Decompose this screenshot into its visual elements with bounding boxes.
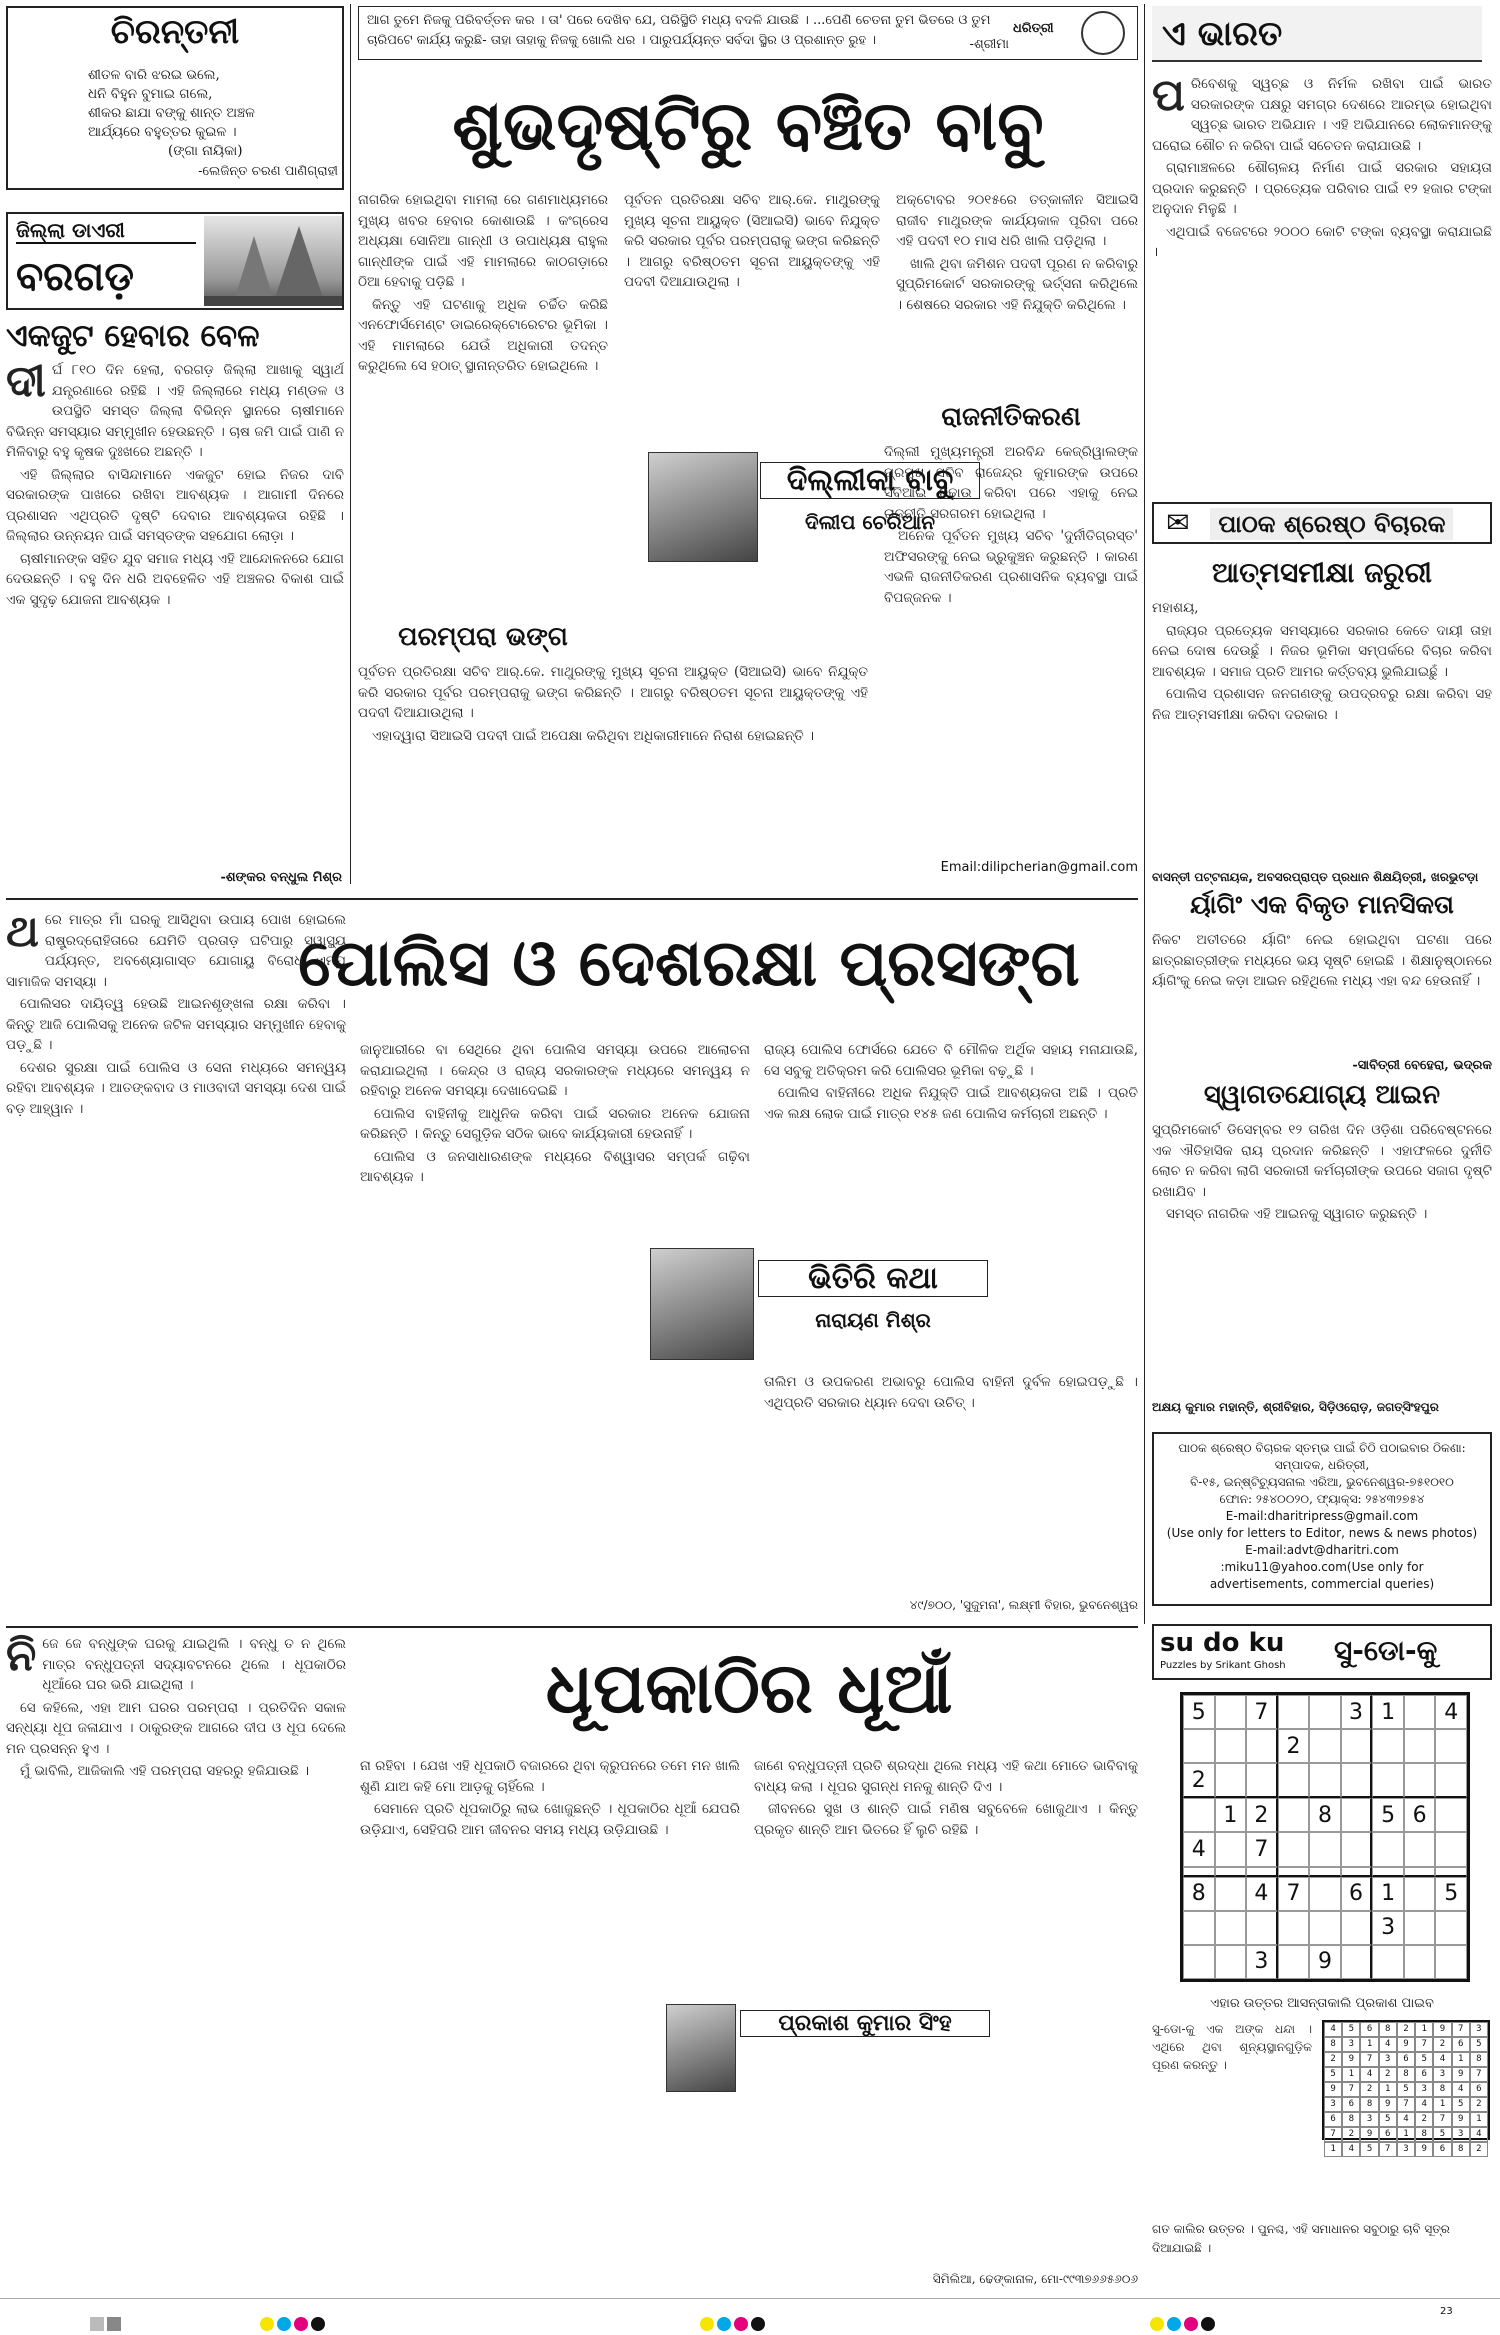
sudoku-cell bbox=[1435, 1867, 1467, 1877]
email-letters[interactable]: E-mail:dharitripress@gmail.com bbox=[1225, 1509, 1419, 1523]
sudoku-cell bbox=[1183, 1729, 1215, 1763]
sudoku-cell bbox=[1215, 1945, 1247, 1979]
sudoku-cell bbox=[1246, 1867, 1278, 1877]
author-photo-prakash bbox=[666, 2004, 736, 2092]
solution-cell: 5 bbox=[1397, 2082, 1415, 2097]
sudoku-cell bbox=[1435, 1798, 1467, 1832]
email-advt[interactable]: E-mail:advt@dharitri.com bbox=[1245, 1543, 1399, 1557]
article3-col2: ନା ରହିବା । ଯେଖ ଏହି ଧୂପକାଠି ବଜାରରେ ଥିବା କ୍ରୁପନରେ ତମେ ମନ ଖାଲି ଶୁଣି ଯାଅ କହି ମୋ ଆଡ଼କୁ ଚାହିଁଲେ । ସେମାନେ ପ୍ରତି ଧୂପକାଠିରୁ ଲାଭ ଖୋଜୁଛନ୍ତି । ଧୂପକାଠିର ଧୂଆଁ ଯେପରି ଉଡ଼ିଯାଏ, ସେହିପରି ଆମ ଜୀବନର ସମୟ ମଧ୍ୟ ଉଡ଼ିଯାଉଛି । bbox=[360, 1758, 740, 1838]
ebharat-drop-cap: ପ bbox=[1152, 74, 1185, 121]
solution-cell: 9 bbox=[1379, 2097, 1397, 2112]
solution-cell: 3 bbox=[1470, 2022, 1488, 2037]
solution-cell: 1 bbox=[1397, 2127, 1415, 2142]
article3-headline: ଧୂପକାଠିର ଧୂଆଁ bbox=[545, 1647, 953, 1729]
solution-cell: 2 bbox=[1360, 2082, 1378, 2097]
solution-cell: 2 bbox=[1397, 2022, 1415, 2037]
letter2-title: ର୍ୟାଗିଂ ଏକ ବିକୃତ ମାନସିକତା bbox=[1190, 890, 1454, 919]
solution-cell: 7 bbox=[1342, 2082, 1360, 2097]
sudoku-cell: 1 bbox=[1372, 1877, 1404, 1911]
solution-cell: 8 bbox=[1397, 2067, 1415, 2082]
sudoku-cell bbox=[1278, 1798, 1310, 1832]
ebharat-logo: ଏ ଭାରତ bbox=[1152, 6, 1482, 62]
envelope-icon: ✉ bbox=[1166, 506, 1190, 539]
letter2-author: -ସାବିତ୍ରୀ ବେହେରା, ଭଦ୍ରକ bbox=[1352, 1058, 1492, 1073]
solution-cell: 5 bbox=[1452, 2097, 1470, 2112]
sudoku-cell: 8 bbox=[1309, 1798, 1341, 1832]
sudoku-cell bbox=[1309, 1695, 1341, 1729]
sudoku-cell bbox=[1404, 1911, 1436, 1945]
sudoku-cell bbox=[1309, 1832, 1341, 1866]
sudoku-cell: 5 bbox=[1372, 1798, 1404, 1832]
sudoku-cell bbox=[1183, 1945, 1215, 1979]
sudoku-cell bbox=[1372, 1945, 1404, 1979]
sudoku-cell: 1 bbox=[1372, 1695, 1404, 1729]
solution-cell: 7 bbox=[1397, 2097, 1415, 2112]
sudoku-cell bbox=[1278, 1945, 1310, 1979]
sudoku-cell: 6 bbox=[1404, 1798, 1436, 1832]
solution-cell: 4 bbox=[1470, 2127, 1488, 2142]
sudoku-cell: 2 bbox=[1246, 1798, 1278, 1832]
color-registration-left bbox=[260, 2317, 325, 2331]
chirantani-author: -ଲେଜିନ୍ତ ଚରଣ ପାଣିଗ୍ରାହୀ bbox=[198, 164, 338, 179]
quote-text: ଆଗ ତୁମେ ନିଜକୁ ପରିବର୍ତ୍ତନ କର । ତା' ପରେ ଦେଖିବ ଯେ, ପରିସ୍ଥିତି ମଧ୍ୟ ବଦଳି ଯାଉଛି । ...ପେଣି ଚେତନା ତୁମ ଭିତରେ ଓ ତୁମ ଚାରିପଟେ କାର୍ଯ୍ୟ କରୁଛି- ତାହା ତାହାକୁ ନିଜକୁ ଖୋଲି ଧର । ପାରୁପର୍ଯ୍ୟନ୍ତ ସର୍ବଦା ସ୍ଥିର ଓ ପ୍ରଶାନ୍ତ ରୁହ । bbox=[367, 13, 991, 48]
sudoku-cell bbox=[1278, 1911, 1310, 1945]
district-photo bbox=[204, 216, 342, 306]
sudoku-cell bbox=[1309, 1911, 1341, 1945]
sudoku-cell bbox=[1215, 1832, 1247, 1866]
sudoku-cell bbox=[1341, 1867, 1373, 1877]
solution-cell: 9 bbox=[1452, 2112, 1470, 2127]
solution-cell: 6 bbox=[1452, 2037, 1470, 2052]
print-marks-left bbox=[90, 2317, 121, 2331]
sudoku-cell: 7 bbox=[1278, 1877, 1310, 1911]
sudoku-cell: 3 bbox=[1341, 1695, 1373, 1729]
solution-cell: 7 bbox=[1470, 2067, 1488, 2082]
solution-cell: 7 bbox=[1379, 2142, 1397, 2157]
solution-cell: 5 bbox=[1470, 2037, 1488, 2052]
sudoku-cell: 3 bbox=[1372, 1911, 1404, 1945]
district-diary-box bbox=[6, 212, 344, 310]
solution-cell: 8 bbox=[1415, 2127, 1433, 2142]
column-name-prakash: ପ୍ରକାଶ କୁମାର ସିଂହ bbox=[740, 2010, 990, 2037]
sudoku-cell bbox=[1341, 1798, 1373, 1832]
emblem-icon bbox=[1081, 11, 1125, 55]
sudoku-cell: 8 bbox=[1183, 1877, 1215, 1911]
sudoku-cell bbox=[1246, 1763, 1278, 1798]
solution-cell: 7 bbox=[1415, 2037, 1433, 2052]
article3-col3: ଜାଣେ ବନ୍ଧୁପତ୍ନୀ ପ୍ରତି ଶ୍ରଦ୍ଧା ଥିଲେ ମଧ୍ୟ ଏହି କଥା ମୋତେ ଭାବିବାକୁ ବାଧ୍ୟ କଲା । ଧୂପର ସୁଗନ୍ଧ ମନକୁ ଶାନ୍ତି ଦିଏ । ଜୀବନରେ ସୁଖ ଓ ଶାନ୍ତି ପାଇଁ ମଣିଷ ସବୁବେଳେ ଖୋଜୁଥାଏ । କିନ୍ତୁ ପ୍ରକୃତ ଶାନ୍ତି ଆମ ଭିତରେ ହିଁ ଲୁଚି ରହିଛି । bbox=[754, 1758, 1138, 1838]
solution-cell: 6 bbox=[1379, 2127, 1397, 2142]
sudoku-cell: 1 bbox=[1215, 1798, 1247, 1832]
letter3-author: ଅକ୍ଷୟ କୁମାର ମହାନ୍ତି, ଶ୍ରୀବିହାର, ସିଡ଼ିଓରୋଡ଼, ଜଗତ୍ସିଂହପୁର bbox=[1152, 1400, 1439, 1414]
solution-cell: 6 bbox=[1470, 2082, 1488, 2097]
sudoku-cell: 5 bbox=[1435, 1877, 1467, 1911]
sudoku-cell bbox=[1309, 1877, 1341, 1911]
article2-headline: ପୋଲିସ ଓ ଦେଶରକ୍ଷା ପ୍ରସଙ୍ଗ bbox=[298, 927, 1080, 1001]
solution-cell: 7 bbox=[1360, 2052, 1378, 2067]
solution-cell: 3 bbox=[1360, 2112, 1378, 2127]
article2-col2: ଜାନୁଆରୀରେ ବା ସେଥିରେ ଥିବା ପୋଲିସ ସମସ୍ୟା ଉପରେ ଆଲୋଚନା କରାଯାଇଥିଲା । କେନ୍ଦ୍ର ଓ ରାଜ୍ୟ ସରକାରଙ୍କ ମଧ୍ୟରେ ସମନ୍ୱୟ ନ ରହିବାରୁ ଅନେକ ସମସ୍ୟା ଦେଖାଦେଇଛି । ପୋଲିସ ବାହିନୀକୁ ଆଧୁନିକ କରିବା ପାଇଁ ସରକାର ଅନେକ ଯୋଜନା କରିଛନ୍ତି । କିନ୍ତୁ ସେଗୁଡ଼ିକ ସଠିକ ଭାବେ କାର୍ଯ୍ୟକାରୀ ହେଉନାହିଁ । ପୋଲିସ ଓ ଜନସାଧାରଣଙ୍କ ମଧ୍ୟରେ ବିଶ୍ୱାସର ସମ୍ପର୍କ ଗଢ଼ିବା ଆବଶ୍ୟକ । bbox=[360, 1042, 750, 1185]
solution-cell: 4 bbox=[1415, 2097, 1433, 2112]
divider-bottom bbox=[0, 2298, 1500, 2299]
article1-col1: ନାଗରିକ ହୋଇଥିବା ମାମଲା ରେ ଗଣମାଧ୍ୟମରେ ମୁଖ୍ୟ ଖବର ହେବାର କୋଶାଉଛି । କଂଗ୍ରେସ ଅଧ୍ୟକ୍ଷା ସୋନିଆ ଗାନ୍ଧୀ ଓ ଉପାଧ୍ୟକ୍ଷ ରାହୁଲ ଗାନ୍ଧୀଙ୍କ ପାଇଁ ଏହି ମାମଲାରେ କାଠଗଡ଼ାରେ ଠିଆ ହେବାକୁ ପଡ଼ିଛି । କିନ୍ତୁ ଏହି ଘଟଣାକୁ ଅଧିକ ଚର୍ଚ୍ଚିତ କରିଛି ଏନଫୋର୍ସମେଣ୍ଟ ଡାଇରେକ୍ଟୋରେଟର ଭୂମିକା । ଏହି ମାମଲାରେ ଯେଉଁ ଅଧିକାରୀ ତଦନ୍ତ କରୁଥିଲେ ସେ ହଠାତ୍ ସ୍ଥାନାନ୍ତରିତ ହୋଇଥିଲେ । bbox=[358, 192, 608, 374]
letters-banner bbox=[1152, 502, 1492, 544]
article2-col1: ଥ ରେ ମାତ୍ର ମାଁ ଘରକୁ ଆସିଥିବା ଉପାୟ ପୋଖ ହୋଇଲେ ରାଷ୍ଟ୍ରଦ୍ରୋହିତାରେ ଯେମିତି ପ୍ରତାଡ଼ ଘଟିପାରୁ ସ୍ୱାସ୍ଥ୍ୟ ପର୍ଯ୍ୟନ୍ତ, ଅବଶ୍ୟୋଗାସ୍ତ ଯୋଗାୟୁ ବିରୋଧ ଏମ୍ପ ସାମାଜିକ ସମସ୍ୟା । ପୋଲିସର ଦାୟିତ୍ୱ ହେଉଛି ଆଇନଶୃଙ୍ଖଳା ରକ୍ଷା କରିବା । କିନ୍ତୁ ଆଜି ପୋଲିସକୁ ଅନେକ ଜଟିଳ ସମସ୍ୟାର ସମ୍ମୁଖୀନ ହେବାକୁ ପଡ଼ୁଛି । ଦେଶର ସୁରକ୍ଷା ପାଇଁ ପୋଲିସ ଓ ସେନା ମଧ୍ୟରେ ସମନ୍ୱୟ ରହିବା ଆବଶ୍ୟକ । ଆତଙ୍କବାଦ ଓ ମାଓବାଦୀ ସମସ୍ୟା ଦେଶ ପାଇଁ ବଡ଼ ଆହ୍ୱାନ । bbox=[6, 910, 346, 1117]
solution-cell: 6 bbox=[1415, 2067, 1433, 2082]
sudoku-cell bbox=[1215, 1695, 1247, 1729]
quote-author: -ଶ୍ରୀମା bbox=[969, 37, 1009, 52]
solution-cell: 9 bbox=[1342, 2052, 1360, 2067]
district-name: ବରଗଡ଼ bbox=[16, 254, 134, 300]
sudoku-cell: 6 bbox=[1341, 1877, 1373, 1911]
letter1-body: ମହାଶୟ, ରାଜ୍ୟର ପ୍ରତ୍ୟେକ ସମସ୍ୟାରେ ସରକାର କେତେ ଦାୟୀ ତାହା ନେଇ ଦୋଷ ଦେଉଛୁଁ । ନିଜର ଭୂମିକା ସମ୍ପର୍କରେ ବିଚାର କରିବା ଆବଶ୍ୟକ । ସମାଜ ପ୍ରତି ଆମର କର୍ତ୍ତବ୍ୟ ଭୁଲିଯାଇଛୁଁ । ପୋଲିସ ପ୍ରଶାସନ ଜନଗଣଙ୍କୁ ଉପଦ୍ରବରୁ ରକ୍ଷା କରିବା ସହ ନିଜ ଆତ୍ମସମୀକ୍ଷା କରିବା ଦରକାର । bbox=[1152, 600, 1492, 723]
sudoku-cell bbox=[1341, 1945, 1373, 1979]
sudoku-cell bbox=[1435, 1945, 1467, 1979]
sudoku-cell bbox=[1372, 1832, 1404, 1866]
solution-cell: 4 bbox=[1360, 2067, 1378, 2082]
sudoku-cell: 2 bbox=[1183, 1763, 1215, 1798]
sudoku-cell bbox=[1183, 1798, 1215, 1832]
solution-cell: 5 bbox=[1415, 2052, 1433, 2067]
solution-cell: 3 bbox=[1433, 2067, 1451, 2082]
sudoku-cell bbox=[1341, 1763, 1373, 1798]
letters-banner-label: ପାଠକ ଶ୍ରେଷ୍ଠ ବିଚାରକ bbox=[1210, 508, 1453, 540]
author-photo-dilip bbox=[648, 452, 758, 562]
sudoku-cell: 4 bbox=[1435, 1695, 1467, 1729]
sudoku-title-en: su do ku bbox=[1160, 1628, 1285, 1658]
district-label: ଜିଲ୍ଲା ଡାଏରୀ bbox=[16, 218, 196, 244]
solution-cell: 8 bbox=[1470, 2052, 1488, 2067]
district-headline: ଏକଜୁଟ ହେବାର ବେଳ bbox=[6, 318, 260, 354]
article3-address: ସିମିଲିଆ, ଢେଙ୍କାନାଳ, ମୋ-୯୯୩୭୬୬୫୬୦୬ bbox=[932, 2272, 1138, 2286]
article1-col3: ଅକ୍ଟୋବର ୨୦୧୫ରେ ତତ୍କାଳୀନ ସିଆଇସି ରାଜୀବ ମାଥୁରଙ୍କ କାର୍ଯ୍ୟକାଳ ପୂରିବା ପରେ ଏହି ପଦବୀ ୧୦ ମାସ ଧରି ଖାଲି ପଡ଼ିଥିଲା । ଖାଲି ଥିବା ଜମିଶନ ପଦବୀ ପୂରଣ ନ କରିବାରୁ ସୁପ୍ରିମକୋର୍ଟ ସରକାରଙ୍କୁ ଭର୍ତ୍ସନା କରିଥିଲେ । ଶେଷରେ ସରକାର ଏହି ନିଯୁକ୍ତି କରିଥିଲେ । bbox=[896, 192, 1138, 313]
sudoku-cell bbox=[1435, 1832, 1467, 1866]
solution-cell: 8 bbox=[1342, 2112, 1360, 2127]
sudoku-cell bbox=[1309, 1763, 1341, 1798]
sudoku-cell: 7 bbox=[1246, 1695, 1278, 1729]
solution-cell: 7 bbox=[1452, 2022, 1470, 2037]
solution-cell: 3 bbox=[1324, 2097, 1342, 2112]
solution-cell: 9 bbox=[1324, 2082, 1342, 2097]
sudoku-cell bbox=[1278, 1763, 1310, 1798]
sudoku-cell: 4 bbox=[1183, 1832, 1215, 1866]
chirantani-box bbox=[6, 6, 344, 190]
solution-cell: 2 bbox=[1470, 2142, 1488, 2157]
sudoku-cell bbox=[1372, 1729, 1404, 1763]
solution-cell: 3 bbox=[1379, 2052, 1397, 2067]
sudoku-solution-label: ସୁ-ଡୋ-କୁ ଏକ ଅଙ୍କ ଧନ୍ଦା । ଏଥିରେ ଥିବା ଶୂନ୍ୟସ୍ଥାନଗୁଡ଼ିକ ପୂରଣ କରନ୍ତୁ । bbox=[1152, 2022, 1312, 2072]
sudoku-cell bbox=[1341, 1729, 1373, 1763]
solution-cell: 8 bbox=[1324, 2037, 1342, 2052]
solution-cell: 5 bbox=[1379, 2112, 1397, 2127]
sudoku-cell bbox=[1246, 1911, 1278, 1945]
article3-drop-cap: ନି bbox=[6, 1634, 37, 1681]
letter3-title: ସ୍ୱାଗତଯୋଗ୍ୟ ଆଇନ bbox=[1203, 1080, 1441, 1110]
color-registration-right bbox=[1150, 2317, 1215, 2331]
chirantani-title: ଚିରନ୍ତନୀ bbox=[110, 12, 240, 52]
district-drop-cap: ଦୀ bbox=[6, 360, 46, 407]
sudoku-cell bbox=[1215, 1867, 1247, 1877]
solution-cell: 2 bbox=[1415, 2112, 1433, 2127]
article1-col1b: ପୂର୍ବତନ ପ୍ରତିରକ୍ଷା ସଚିବ ଆର୍.କେ. ମାଥୁରଙ୍କୁ ମୁଖ୍ୟ ସୂଚନା ଆୟୁକ୍ତ (ସିଆଇସି) ଭାବେ ନିଯୁକ୍ତ କରି ସରକାର ପୂର୍ବର ପରମ୍ପରାକୁ ଭଙ୍ଗ କରିଛନ୍ତି । ଆଗରୁ ବରିଷ୍ଠତମ ସୂଚନା ଆୟୁକ୍ତଙ୍କୁ ଏହି ପଦବୀ ଦିଆଯାଉଥିଲା । ଏହାଦ୍ୱାରା ସିଆଇସି ପଦବୀ ପାଇଁ ଅପେକ୍ଷା କରିଥିବା ଅଧିକାରୀମାନେ ନିରାଶ ହୋଇଛନ୍ତି । bbox=[358, 664, 868, 744]
chirantani-verse: ଶୀତଳ ବାରି ଝରଇ ଭଲେ, ଧନି ବିହୁନ ବୁମାଇ ଗଲେ, ଶୀକର ଛାଯା ବଙ୍କୁ ଶାନ୍ତ ଅଞ୍ଚଳ ଆର୍ଯ୍ୟରେ ବହୁତ୍ତର କୁଇଳ । (ଙ୍ଗା ନାୟିକା) bbox=[88, 67, 255, 159]
solution-cell: 4 bbox=[1342, 2142, 1360, 2157]
solution-cell: 5 bbox=[1324, 2067, 1342, 2082]
temple-illustration bbox=[204, 216, 342, 306]
sudoku-byline: Puzzles by Srikant Ghosh bbox=[1160, 1660, 1286, 1671]
solution-cell: 2 bbox=[1342, 2127, 1360, 2142]
district-author: -ଶଙ୍କର ବନ୍ଧୁଲ ମିଶ୍ର bbox=[220, 870, 342, 885]
sudoku-cell bbox=[1404, 1832, 1436, 1866]
solution-cell: 4 bbox=[1397, 2112, 1415, 2127]
ebharat-body: ପ ରିବେଶକୁ ସ୍ୱଚ୍ଛ ଓ ନିର୍ମଳ ରଖିବା ପାଇଁ ଭାରତ ସରକାରଙ୍କ ପକ୍ଷରୁ ସମଗ୍ର ଦେଶରେ ଆରମ୍ଭ ହୋଇଥିବା ସ୍ୱଚ୍ଛ ଭାରତ ଅଭିଯାନ । ଏହି ଅଭିଯାନରେ ଲୋକମାନଙ୍କୁ ଘରୋଇ ଶୌଚ ନ କରିବା ପାଇଁ ସଚେତନ କରାଯାଉଛି । ଗ୍ରାମାଞ୍ଚଳରେ ଶୌଚାଳୟ ନିର୍ମାଣ ପାଇଁ ସରକାର ସହାୟତା ପ୍ରଦାନ କରୁଛନ୍ତି । ପ୍ରତ୍ୟେକ ପରିବାର ପାଇଁ ୧୨ ହଜାର ଟଙ୍କା ଅନୁଦାନ ମିଳୁଛି । ଏଥିପାଇଁ ବଜେଟରେ ୨୦୦୦ କୋଟି ଟଙ୍କା ବ୍ୟବସ୍ଥା କରାଯାଇଛି । bbox=[1152, 74, 1492, 260]
article1-section2: ରାଜନୀତିକରଣ bbox=[941, 402, 1081, 432]
divider-left bbox=[350, 4, 351, 884]
sudoku-cell: 5 bbox=[1183, 1695, 1215, 1729]
solution-cell: 6 bbox=[1433, 2142, 1451, 2157]
divider-h1 bbox=[6, 898, 1138, 900]
sudoku-title-or: ସୁ-ଡୋ-କୁ bbox=[1334, 1634, 1438, 1667]
sudoku-cell bbox=[1404, 1867, 1436, 1877]
sudoku-cell bbox=[1215, 1729, 1247, 1763]
article1-col3b: ଦିଲ୍ଲୀ ମୁଖ୍ୟମନ୍ତ୍ରୀ ଅରବିନ୍ଦ କେଜ୍ରିୱାଲଙ୍କ ପ୍ରମୁଖ ସଚିବ ରାଜେନ୍ଦ୍ର କୁମାରଙ୍କ ଉପରେ ସିବିଆଇ ଚଢ଼ାଉ କରିବା ପରେ ଏହାକୁ ନେଇ ରାଜନୀତି ସରଗରମ ହୋଇଥିଲା । ଅନେକ ପୂର୍ବତନ ମୁଖ୍ୟ ସଚିବ 'ଦୁର୍ନୀତିଗ୍ରସ୍ତ' ଅଫିସରଙ୍କୁ ନେଇ ଭ୍ରୁକୁଞ୍ଚନ କରୁଛନ୍ତି । କାରଣ ଏଭଳି ରାଜନୀତିକରଣ ପ୍ରଶାସନିକ ବ୍ୟବସ୍ଥା ପାଇଁ ବିପଜ୍ଜନକ । bbox=[884, 444, 1138, 606]
author-dilip: ଦିଲୀପ ଚେରିଆନ bbox=[805, 510, 935, 534]
solution-cell: 3 bbox=[1397, 2142, 1415, 2157]
solution-cell: 9 bbox=[1433, 2022, 1451, 2037]
solution-cell: 4 bbox=[1433, 2052, 1451, 2067]
solution-cell: 8 bbox=[1433, 2082, 1451, 2097]
district-body: ଦୀ ର୍ଘ ୮୧୦ ଦିନ ହେଲା, ବରଗଡ଼ ଜିଲ୍ଲା ଆଖାକୁ ସ୍ୱାର୍ଥ ଯନ୍ତ୍ରଣାରେ ରହିଛି । ଏହି ଜିଲ୍ଲାରେ ମଧ୍ୟ ମଣ୍ଡଳ ଓ ଉପସ୍ଥିତି ସମସ୍ତ ଜିଲ୍ଲା ବିଭିନ୍ନ ସ୍ଥାନରେ ଚାଷୀମାନେ ବିଭିନ୍ନ ସମସ୍ୟାର ସମ୍ମୁଖୀନ ହେଉଛନ୍ତି । ଚାଷ ଜମି ପାଇଁ ପାଣି ନ ମିଳିବାରୁ ବହୁ କୃଷକ ଦୁଃଖରେ ଅଛନ୍ତି । ଏହି ଜିଲ୍ଲାର ବାସିନ୍ଦାମାନେ ଏକଜୁଟ ହୋଇ ନିଜର ଦାବି ସରକାରଙ୍କ ପାଖରେ ରଖିବା ଆବଶ୍ୟକ । ଆଗାମୀ ଦିନରେ ପ୍ରଶାସନ ଏଥିପ୍ରତି ଦୃଷ୍ଟି ଦେବାର ଆବଶ୍ୟକତା ରହିଛି । ଜିଲ୍ଲାର ଉନ୍ନୟନ ପାଇଁ ସମସ୍ତଙ୍କ ସହଯୋଗ ଲୋଡ଼ା । ଚାଷୀମାନଙ୍କ ସହିତ ଯୁବ ସମାଜ ମଧ୍ୟ ଏହି ଆନ୍ଦୋଳନରେ ଯୋଗ ଦେଉଛନ୍ତି । ବହୁ ଦିନ ଧରି ଅବହେଳିତ ଏହି ଅଞ୍ଚଳର ବିକାଶ ପାଇଁ ଏକ ସୁଦୃଢ଼ ଯୋଜନା ଆବଶ୍ୟକ । bbox=[6, 360, 344, 608]
solution-cell: 6 bbox=[1342, 2097, 1360, 2112]
sudoku-cell: 2 bbox=[1278, 1729, 1310, 1763]
letter1-author: ବାସନ୍ତୀ ପଟ୍ଟନାୟକ, ଅବସରପ୍ରାପ୍ତ ପ୍ରଧାନ ଶିକ୍ଷୟିତ୍ରୀ, ଖରଭୁଟଡ଼ା bbox=[1152, 870, 1479, 884]
article2-col3b: ତାଲିମ ଓ ଉପକରଣ ଅଭାବରୁ ପୋଲିସ ବାହିନୀ ଦୁର୍ବଳ ହୋଇପଡ଼ୁଛି । ଏଥିପ୍ରତି ସରକାର ଧ୍ୟାନ ଦେବା ଉଚିତ୍ । bbox=[764, 1374, 1138, 1411]
paper-name-small: ଧରିତ୍ରୀ bbox=[1013, 21, 1054, 36]
author-photo-narayan bbox=[650, 1248, 754, 1360]
solution-cell: 1 bbox=[1452, 2052, 1470, 2067]
sudoku-cell bbox=[1341, 1832, 1373, 1866]
article2-col3: ରାଜ୍ୟ ପୋଲିସ ଫୋର୍ସରେ ଯେତେ ବି ମୌଳିକ ଅର୍ଥିକ ସହାୟ ମନାଯାଉଛି, ସେ ସବୁକୁ ଅତିକ୍ରମ କରି ପୋଲିସର ଭୂମିକା ବଢ଼ୁଛି । ପୋଲିସ ବାହିନୀରେ ଅଧିକ ନିଯୁକ୍ତି ପାଇଁ ଆବଶ୍ୟକତା ଅଛି । ପ୍ରତି ଏକ ଲକ୍ଷ ଲୋକ ପାଇଁ ମାତ୍ର ୧୪୫ ଜଣ ପୋଲିସ କର୍ମଚାରୀ ଅଛନ୍ତି । bbox=[764, 1042, 1138, 1122]
article3-col1: ନି ଜେ ଜେ ବନ୍ଧୁଙ୍କ ଘରକୁ ଯାଇଥିଲି । ବନ୍ଧୁ ତ ନ ଥିଲେ ମାତ୍ର ବନ୍ଧୁପତ୍ନୀ ସଦ୍ୟାବଟନରେ ଥିଲେ । ଧୂପକାଠିର ଧୂଆଁରେ ଘର ଭରି ଯାଇଥିଲା । ସେ କହିଲେ, ଏହା ଆମ ଘରର ପରମ୍ପରା । ପ୍ରତିଦିନ ସକାଳ ସନ୍ଧ୍ୟା ଧୂପ ଜଳାଯାଏ । ଠାକୁରଙ୍କ ଆଗରେ ଦୀପ ଓ ଧୂପ ଦେଲେ ମନ ପ୍ରସନ୍ନ ହୁଏ । ମୁଁ ଭାବିଲି, ଆଜିକାଲି ଏହି ପରମ୍ପରା ସହରରୁ ହଜିଯାଉଛି । bbox=[6, 1634, 346, 1779]
solution-cell: 9 bbox=[1415, 2142, 1433, 2157]
sudoku-header bbox=[1152, 1624, 1492, 1680]
solution-cell: 1 bbox=[1342, 2067, 1360, 2082]
sudoku-cell: 4 bbox=[1246, 1877, 1278, 1911]
sudoku-cell: 7 bbox=[1246, 1832, 1278, 1866]
solution-cell: 1 bbox=[1470, 2112, 1488, 2127]
sudoku-answer-note: ଏହାର ଉତ୍ତର ଆସନ୍ତାକାଲି ପ୍ରକାଶ ପାଇବ bbox=[1210, 1996, 1434, 2011]
solution-cell: 5 bbox=[1433, 2127, 1451, 2142]
sudoku-cell bbox=[1278, 1832, 1310, 1866]
solution-cell: 1 bbox=[1379, 2082, 1397, 2097]
solution-cell: 2 bbox=[1379, 2067, 1397, 2082]
letter2-body: ନିକଟ ଅତୀତରେ ର୍ୟାଗିଂ ନେଇ ହୋଇଥିବା ଘଟଣା ପରେ ଛାତ୍ରଛାତ୍ରୀଙ୍କ ମଧ୍ୟରେ ଭୟ ସୃଷ୍ଟି ହୋଇଛି । ଶିକ୍ଷାନୁଷ୍ଠାନରେ ର୍ୟାଗିଂକୁ ନେଇ କଡ଼ା ଆଇନ ରହିଥିଲେ ମଧ୍ୟ ଏହା ବନ୍ଦ ହେଉନାହିଁ । bbox=[1152, 932, 1492, 989]
solution-cell: 7 bbox=[1324, 2127, 1342, 2142]
solution-cell: 4 bbox=[1324, 2022, 1342, 2037]
solution-cell: 3 bbox=[1415, 2082, 1433, 2097]
sudoku-cell bbox=[1404, 1763, 1436, 1798]
sudoku-cell bbox=[1183, 1867, 1215, 1877]
article1-headline: ଶୁଭଦୃଷ୍ଟିରୁ ବଞ୍ଚିତ ବାବୁ bbox=[452, 87, 1044, 166]
solution-cell: 8 bbox=[1360, 2097, 1378, 2112]
sudoku-solution-grid bbox=[1322, 2020, 1490, 2154]
sudoku-cell: 9 bbox=[1309, 1945, 1341, 1979]
email-yahoo[interactable]: :miku11@yahoo.com(Use only for bbox=[1220, 1560, 1424, 1574]
divider-h2 bbox=[6, 1626, 1138, 1628]
sudoku-cell bbox=[1309, 1867, 1341, 1877]
solution-cell: 1 bbox=[1433, 2097, 1451, 2112]
color-registration-mid bbox=[700, 2317, 765, 2331]
solution-cell: 3 bbox=[1342, 2037, 1360, 2052]
sudoku-cell bbox=[1215, 1911, 1247, 1945]
sudoku-cell bbox=[1215, 1763, 1247, 1798]
letter3-body: ସୁପ୍ରିମକୋର୍ଟ ଡିସେମ୍ବର ୧୨ ତାରିଖ ଦିନ ଓଡ଼ିଶା ପରିବେଷ୍ଟନରେ ଏକ ଐତିହାସିକ ରାୟ ପ୍ରଦାନ କରିଛନ୍ତି । ଏହାଫଳରେ ଦୁର୍ନୀତି ଲୋଚ ନ କରିବା ଲାଗି ସରକାରୀ କର୍ମଚାରୀଙ୍କ ଉପରେ ସଜାଗ ଦୃଷ୍ଟି ରଖାଯିବ । ସମସ୍ତ ନାଗରିକ ଏହି ଆଇନକୁ ସ୍ୱାଗତ କରୁଛନ୍ତି । bbox=[1152, 1122, 1492, 1222]
solution-cell: 1 bbox=[1360, 2037, 1378, 2052]
divider-mid bbox=[1144, 4, 1145, 1624]
sudoku-cell bbox=[1372, 1763, 1404, 1798]
sudoku-footer-note: ଗତ କାଲିର ଉତ୍ତର । ପୁନଶ୍ଚ, ଏହି ସମାଧାନର ସବୁଠାରୁ ଚାବି ସୂତ୍ର ଦିଆଯାଇଛି । bbox=[1152, 2222, 1450, 2255]
article1-email: Email:dilipcherian@gmail.com bbox=[940, 860, 1138, 875]
solution-cell: 7 bbox=[1433, 2112, 1451, 2127]
sudoku-cell bbox=[1309, 1729, 1341, 1763]
contact-box: ପାଠକ ଶ୍ରେଷ୍ଠ ବିଚାରକ ସ୍ତମ୍ଭ ପାଇଁ ଚିଠି ପଠାଇବାର ଠିକଣା: ସମ୍ପାଦକ, ଧରିତ୍ରୀ, ବି-୧୫, ଇନ୍ଷ୍ଟିଚ୍ୟୁସନାଲ ଏରିଆ, ଭୁବନେଶ୍ୱର-୭୫୧୦୧୦ ଫୋନ: ୨୫୪୦୦୨୦, ଫ୍ୟାକ୍ସ: ୨୫୪୩୨୭୫୪ E-mail:dharitripress@gmail.com (Use only for letters to Editor, news & news photos) E-mail:advt@dharitri.com :miku11@yahoo.com(Use only for advertisements, commercial queries) bbox=[1152, 1432, 1492, 1606]
sudoku-cell bbox=[1404, 1695, 1436, 1729]
article2-address: ୪୯/୭୦୦, 'ସୁଜୁମନା', ଲକ୍ଷ୍ମୀ ବିହାର, ଭୁବନେଶ୍ୱର bbox=[909, 1598, 1138, 1612]
sudoku-cell: 3 bbox=[1246, 1945, 1278, 1979]
sudoku-cell bbox=[1341, 1911, 1373, 1945]
solution-cell: 3 bbox=[1452, 2127, 1470, 2142]
solution-cell: 6 bbox=[1324, 2112, 1342, 2127]
sudoku-cell bbox=[1278, 1695, 1310, 1729]
sudoku-cell bbox=[1435, 1911, 1467, 1945]
solution-cell: 5 bbox=[1360, 2142, 1378, 2157]
solution-cell: 9 bbox=[1397, 2037, 1415, 2052]
article1-col2: ପୂର୍ବତନ ପ୍ରତିରକ୍ଷା ସଚିବ ଆର୍.କେ. ମାଥୁରଙ୍କୁ ମୁଖ୍ୟ ସୂଚନା ଆୟୁକ୍ତ (ସିଆଇସି) ଭାବେ ନିଯୁକ୍ତ କରି ସରକାର ପୂର୍ବର ପରମ୍ପରାକୁ ଭଙ୍ଗ କରିଛନ୍ତି । ଆଗରୁ ବରିଷ୍ଠତମ ସୂଚନା ଆୟୁକ୍ତଙ୍କୁ ଏହି ପଦବୀ ଦିଆଯାଉଥିଲା । bbox=[624, 192, 880, 290]
solution-cell: 6 bbox=[1360, 2022, 1378, 2037]
sudoku-cell bbox=[1404, 1729, 1436, 1763]
solution-cell: 4 bbox=[1452, 2082, 1470, 2097]
sudoku-grid bbox=[1180, 1692, 1470, 1982]
quote-banner bbox=[358, 6, 1138, 60]
article2-drop-cap: ଥ bbox=[6, 910, 39, 957]
author-narayan: ନାରାୟଣ ମିଶ୍ର bbox=[815, 1308, 931, 1332]
sudoku-cell bbox=[1435, 1763, 1467, 1798]
sudoku-cell bbox=[1404, 1945, 1436, 1979]
sudoku-cell bbox=[1435, 1729, 1467, 1763]
sudoku-cell bbox=[1246, 1729, 1278, 1763]
article1-section1: ପରମ୍ପରା ଭଙ୍ଗ bbox=[398, 622, 568, 652]
solution-cell: 1 bbox=[1415, 2022, 1433, 2037]
sudoku-cell bbox=[1278, 1867, 1310, 1877]
solution-cell: 2 bbox=[1470, 2097, 1488, 2112]
solution-cell: 8 bbox=[1452, 2142, 1470, 2157]
sudoku-cell bbox=[1183, 1911, 1215, 1945]
solution-cell: 5 bbox=[1342, 2022, 1360, 2037]
column-name-dilli: ଦିଲ୍ଲୀକା ବାବୁ bbox=[760, 462, 980, 499]
sudoku-cell bbox=[1372, 1867, 1404, 1877]
page-number: 23 bbox=[1440, 2306, 1453, 2317]
solution-cell: 4 bbox=[1379, 2037, 1397, 2052]
column-name-bhitiri: ଭିତିରି କଥା bbox=[758, 1260, 988, 1297]
solution-cell: 2 bbox=[1324, 2052, 1342, 2067]
solution-cell: 2 bbox=[1433, 2037, 1451, 2052]
sudoku-cell bbox=[1215, 1877, 1247, 1911]
solution-cell: 9 bbox=[1360, 2127, 1378, 2142]
solution-cell: 6 bbox=[1397, 2052, 1415, 2067]
letter1-title: ଆତ୍ମସମୀକ୍ଷା ଜରୁରୀ bbox=[1212, 556, 1432, 589]
solution-cell: 9 bbox=[1452, 2067, 1470, 2082]
solution-cell: 1 bbox=[1324, 2142, 1342, 2157]
sudoku-cell bbox=[1404, 1877, 1436, 1911]
solution-cell: 8 bbox=[1379, 2022, 1397, 2037]
